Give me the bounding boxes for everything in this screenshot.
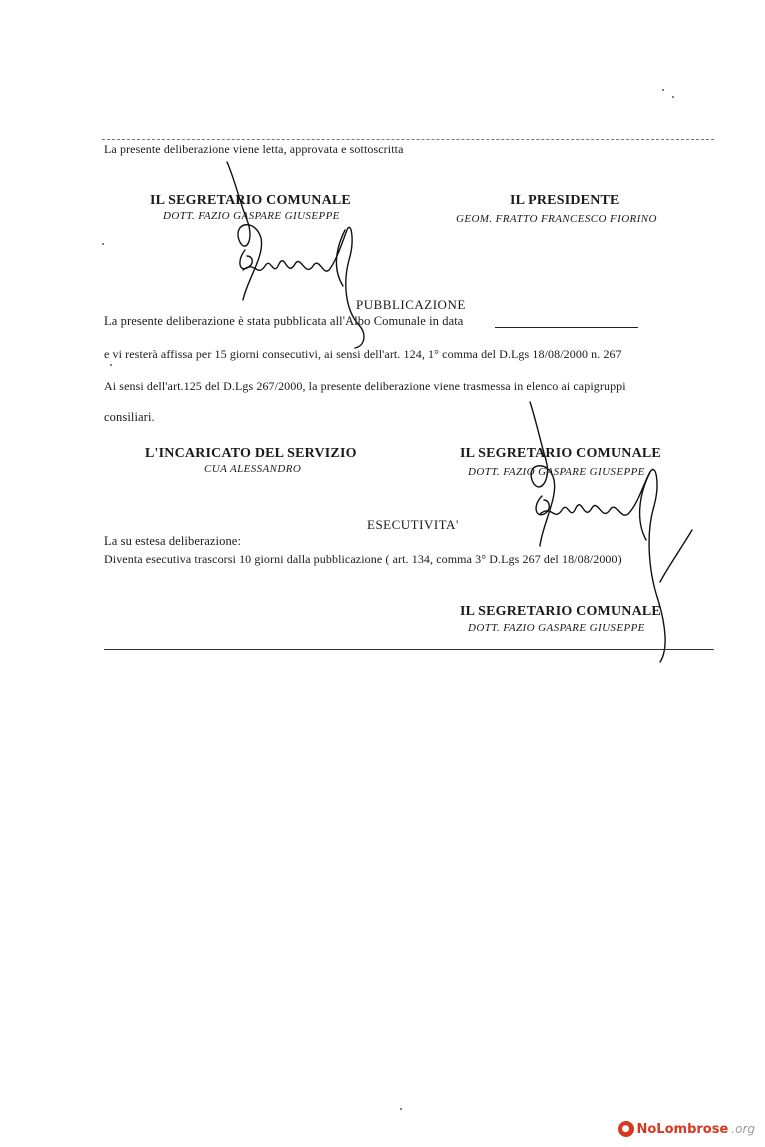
president-title: IL PRESIDENTE (510, 193, 620, 208)
intro-text: La presente deliberazione viene letta, approvata e sottoscritta (104, 142, 404, 156)
officer-secretary-title: IL SEGRETARIO COMUNALE (460, 446, 661, 461)
logo-tld: .org (731, 1122, 755, 1136)
execution-line-1: La su estesa deliberazione: (104, 534, 242, 548)
clerk-name: CUA ALESSANDRO (204, 463, 302, 475)
execution-line-2: Diventa esecutiva trascorsi 10 giorni dalla pubblicazione ( art. 134, comma 3° D.Lgs 267 del 18/08/2000) (104, 552, 622, 566)
site-logo (618, 1119, 756, 1139)
handwritten-signature (520, 400, 700, 680)
scan-speck (400, 1108, 402, 1110)
globe-icon: ● (618, 1121, 634, 1137)
officer-secretary-name: DOTT. FAZIO GASPARE GIUSEPPE (468, 466, 645, 478)
execution-secretary-title: IL SEGRETARIO COMUNALE (460, 604, 661, 619)
logo-text: NoLombrose (636, 1121, 729, 1137)
publication-title: PUBBLICAZIONE (356, 297, 466, 312)
president-name: GEOM. FRATTO FRANCESCO FIORINO (456, 213, 657, 225)
top-rule (102, 139, 714, 140)
secretary-name: DOTT. FAZIO GASPARE GIUSEPPE (163, 210, 340, 222)
publication-line-3: Ai sensi dell'art.125 del D.Lgs 267/2000, la presente deliberazione viene trasmessa in elenco ai capigruppi (104, 379, 626, 393)
execution-title: ESECUTIVITA' (367, 517, 459, 532)
scan-speck (662, 89, 664, 91)
secretary-title: IL SEGRETARIO COMUNALE (150, 193, 351, 208)
scan-speck (102, 243, 104, 245)
clerk-title: L'INCARICATO DEL SERVIZIO (145, 446, 357, 461)
publication-date-blank (495, 327, 638, 328)
execution-secretary-name: DOTT. FAZIO GASPARE GIUSEPPE (468, 622, 645, 634)
scan-speck (110, 364, 112, 366)
publication-line-1: La presente deliberazione è stata pubblicata all'Albo Comunale in data (104, 314, 464, 328)
publication-line-4: consiliari. (104, 410, 155, 424)
publication-line-2: e vi resterà affissa per 15 giorni consecutivi, ai sensi dell'art. 124, 1° comma del D.Lgs 18/08/2000 n. 267 (104, 347, 622, 361)
bottom-rule (104, 649, 714, 650)
scan-speck (672, 96, 674, 98)
